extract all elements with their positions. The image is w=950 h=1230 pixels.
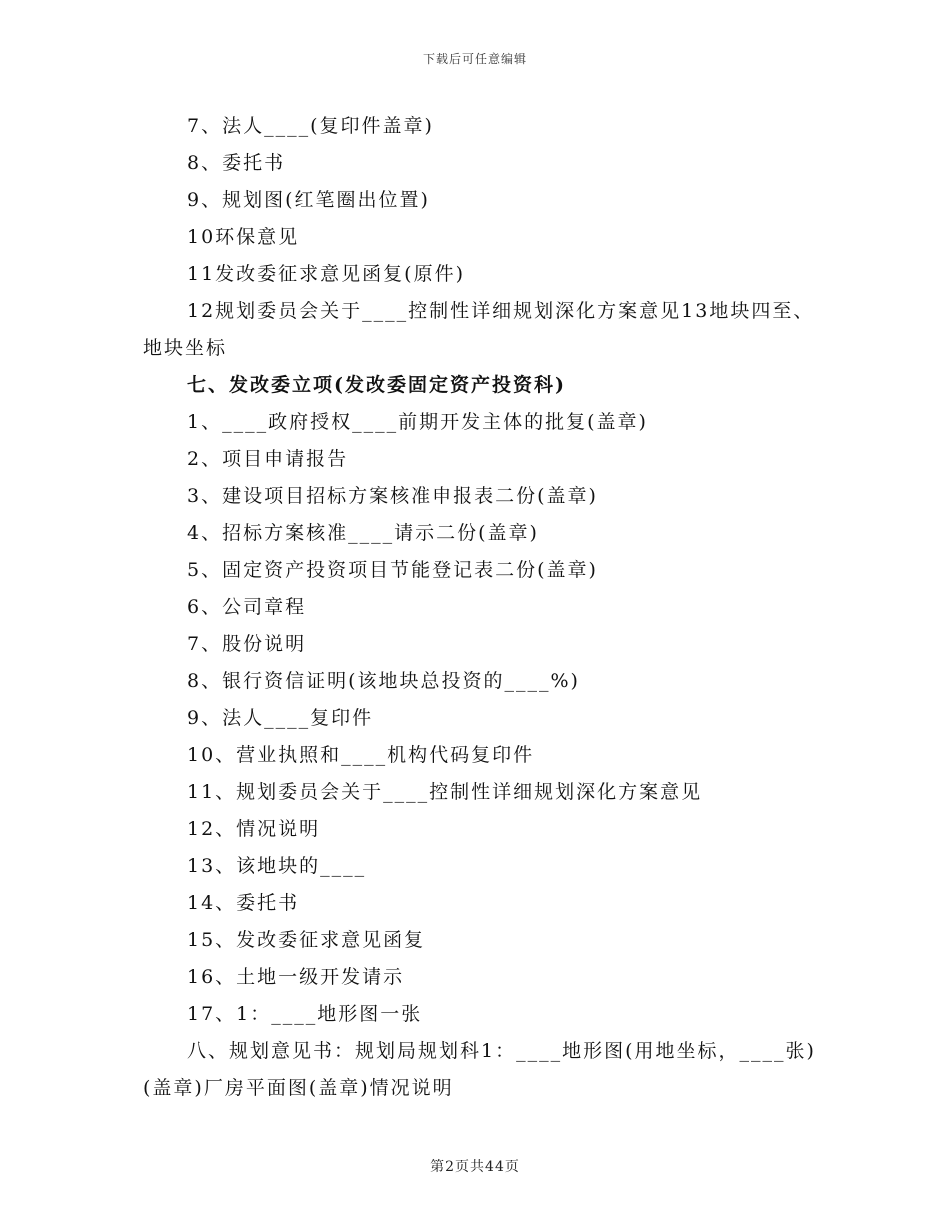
list-item: 13、该地块的____: [187, 855, 367, 877]
list-item: 10、营业执照和____机构代码复印件: [187, 744, 535, 766]
list-item: 3、建设项目招标方案核准申报表二份(盖章): [187, 485, 598, 507]
list-item: 8、委托书: [187, 152, 286, 174]
list-item: 17、1：____地形图一张: [187, 1003, 423, 1025]
list-item: 9、规划图(红笔圈出位置): [187, 189, 430, 211]
list-item: 8、银行资信证明(该地块总投资的____%): [187, 670, 580, 692]
page-number-footer: 第2页共44页: [430, 1159, 520, 1175]
list-item: 15、发改委征求意见函复: [187, 929, 426, 951]
list-item: 14、委托书: [187, 892, 300, 914]
paragraph-item-12: 12规划委员会关于____控制性详细规划深化方案意见13地块四至、地块坐标: [143, 300, 815, 359]
list-item: 5、固定资产投资项目节能登记表二份(盖章): [187, 559, 598, 581]
list-item: 7、法人____(复印件盖章): [187, 115, 434, 137]
list-item: 4、招标方案核准____请示二份(盖章): [187, 522, 539, 544]
list-item: 1、____政府授权____前期开发主体的批复(盖章): [187, 411, 648, 433]
list-item: 12、情况说明: [187, 818, 321, 840]
list-item: 16、土地一级开发请示: [187, 966, 405, 988]
list-item: 7、股份说明: [187, 633, 307, 655]
list-item: 11发改委征求意见函复(原件): [187, 263, 466, 285]
section-paragraph-8: 八、规划意见书：规划局规划科1：____地形图(用地坐标，____张)(盖章)厂房平面图(盖章)情况说明: [143, 1040, 816, 1099]
section-heading-7: 七、发改委立项(发改委固定资产投资科): [187, 374, 566, 396]
list-item: 6、公司章程: [187, 596, 307, 618]
list-item: 11、规划委员会关于____控制性详细规划深化方案意见: [187, 781, 703, 803]
page-header: 下载后可任意编辑: [422, 52, 527, 66]
list-item: 2、项目申请报告: [187, 448, 349, 470]
document-body: [143, 108, 833, 1107]
list-item: 10环保意见: [187, 226, 300, 248]
list-item: 9、法人____复印件: [187, 707, 374, 729]
